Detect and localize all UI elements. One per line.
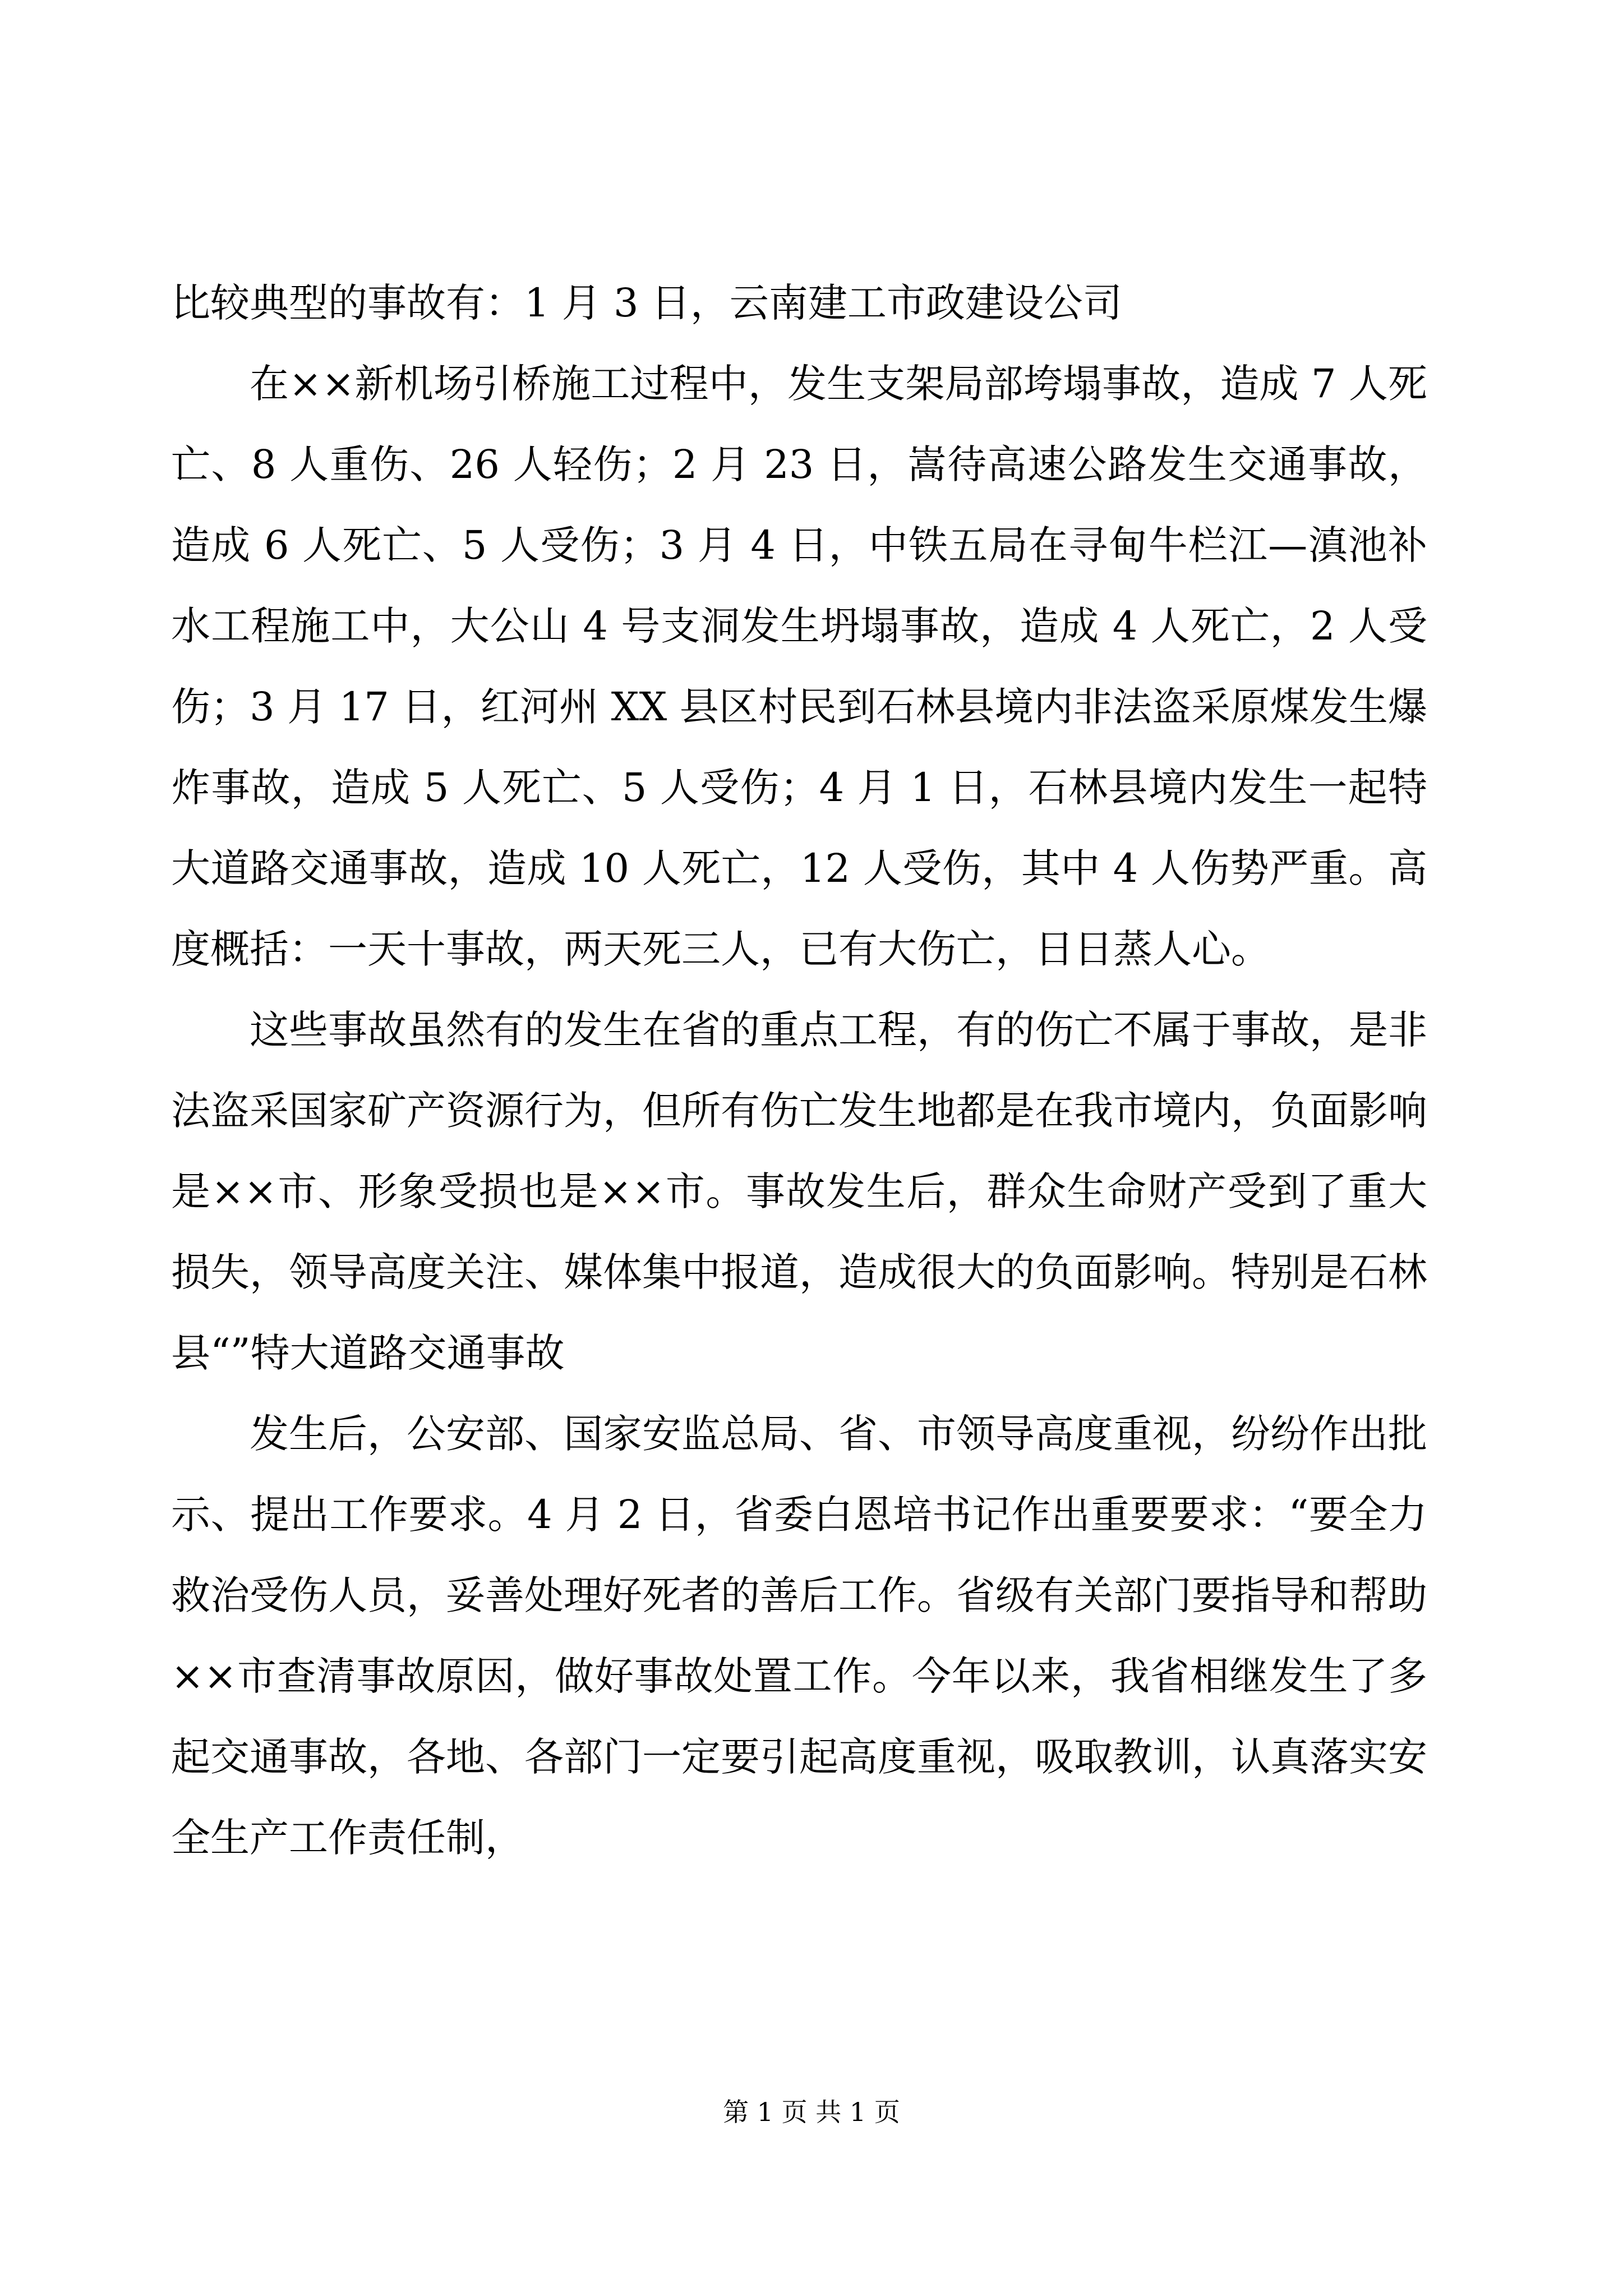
paragraph-2: 在××新机场引桥施工过程中，发生支架局部垮塌事故，造成 7 人死亡、8 人重伤、26 人轻伤；2 月 23 日，嵩待高速公路发生交通事故，造成 6 人死亡、5 人受伤；3 月 4 日，中铁五局在寻甸牛栏江—滇池补水工程施工中，大公山 4 号支洞发生坍塌事故，造成 4 人死亡，2 人受伤；3 月 17 日，红河州 XX 县区村民到石林县境内非法盗采原煤发生爆炸事故，造成 5 人死亡、5 人受伤；4 月 1 日，石林县境内发生一起特大道路交通事故，造成 10 人死亡，12 人受伤，其中 4 人伤势严重。高度概括：一天十事故，两天死三人，已有大伤亡，日日蒸人心。 bbox=[171, 361, 1427, 972]
document-body bbox=[171, 263, 1427, 1878]
paragraph-4: 发生后，公安部、国家安监总局、省、市领导高度重视，纷纷作出批示、提出工作要求。4 月 2 日，省委白恩培书记作出重要要求：“要全力救治受伤人员，妥善处理好死者的善后工作。省级有关部门要指导和帮助××市查清事故原因，做好事故处置工作。今年以来，我省相继发生了多起交通事故，各地、各部门一定要引起高度重视，吸取教训，认真落实安全生产工作责任制， bbox=[171, 1411, 1427, 1861]
paragraph-3: 这些事故虽然有的发生在省的重点工程，有的伤亡不属于事故，是非法盗采国家矿产资源行为，但所有伤亡发生地都是在我市境内，负面影响是××市、形象受损也是××市。事故发生后，群众生命财产受到了重大损失，领导高度关注、媒体集中报道，造成很大的负面影响。特别是石林县“”特大道路交通事故 bbox=[171, 1007, 1427, 1376]
paragraph-1: 比较典型的事故有：1 月 3 日，云南建工市政建设公司 bbox=[171, 280, 1122, 326]
page-footer: 第 1 页 共 1 页 bbox=[723, 2097, 900, 2127]
